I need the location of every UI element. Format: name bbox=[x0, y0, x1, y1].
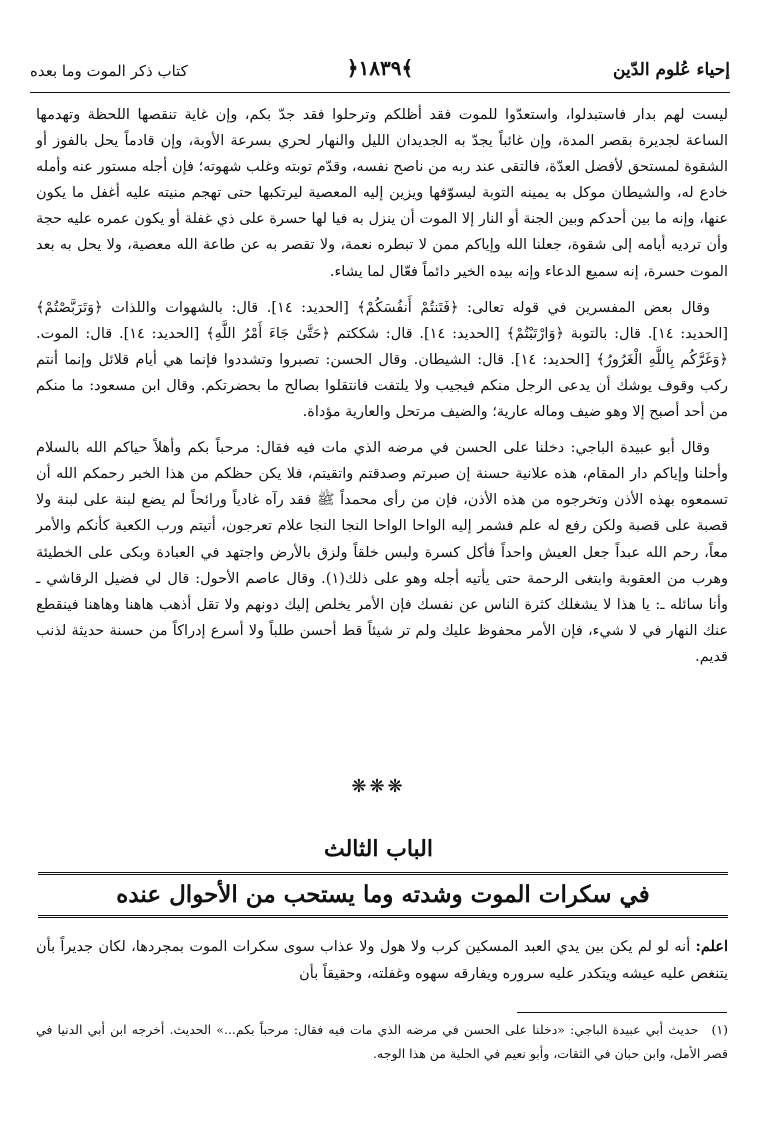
chapter-title-box: في سكرات الموت وشدته وما يستحب من الأحوال عنده bbox=[38, 872, 728, 918]
book-title: إحياء عُلوم الدّين bbox=[613, 60, 730, 80]
paragraph: وقال أبو عبيدة الباجي: دخلنا على الحسن في مرضه الذي مات فيه فقال: مرحباً بكم وأهلاً حياكم الله بالسلام وأحلنا وإياكم دار المقام، هذه علانية حسنة إن صبرتم وصدقتم واتقيتم، فلا يكن حظكم من هذا الخبر رحمكم الله أن تسمعوه بهذه الأذن وتخرجوه من هذه الأذن، فإن من رأى محمداً ﷺ فقد رآه غادياً ورائحاً لم يضع لبنة على لبنة ولا قصبة على قصبة ولكن رفع له علم فشمر إليه الواحا الواحا النجا النجا علام تعرجون، أتيتم ورب الكعبة كأنكم والأمر معاً، رحم الله عبداً جعل العيش واحداً فأكل كسرة ولبس خلقاً ولزق بالأرض واجتهد في العبادة وبكى على الخطيئة وهرب من العقوبة وابتغى الرحمة حتى يأتيه أجله وهو على ذلك(١). وقال عاصم الأحول: قال لي فضيل الرقاشي ـ وأنا سائله ـ: يا هذا لا يشغلك كثرة الناس عن نفسك فإن الأمر يخلص إليك دونهم ولا تقل أذهب هاهنا وهاهنا فينقطع عنك النهار في لا شيء، فإن الأمر محفوظ عليك ولم تر شيئاً قط أحسن طلباً ولا أسرع إدراكاً من حسنة حديثة لذنب قديم. bbox=[36, 440, 728, 665]
section-divider: ❋❋❋ bbox=[351, 776, 406, 797]
section-intro bbox=[36, 933, 728, 988]
intro-paragraph bbox=[36, 933, 728, 988]
main-text bbox=[36, 102, 728, 680]
section-heading: الباب الثالث bbox=[324, 836, 433, 862]
page-number: ﴿١٨٣٩﴾ bbox=[346, 56, 414, 80]
footnote-text: حديث أبي عبيدة الباجي: «دخلنا على الحسن في مرضه الذي مات فيه فقال: مرحباً بكم...» الحديث. أخرجه ابن أبي الدنيا في قصر الأمل، وابن حبان في الثقات، وأبو نعيم في الحلية من هذا الوجه. bbox=[36, 1022, 728, 1061]
intro-lead-word: اعلم: bbox=[695, 938, 729, 955]
footnote-number: (١) bbox=[711, 1022, 728, 1037]
footnote bbox=[36, 1018, 728, 1066]
footnote-rule bbox=[517, 1012, 727, 1013]
intro-text: أنه لو لم يكن بين يدي العبد المسكين كرب ولا هول ولا عذاب سوى سكرات الموت بمجردها، لكان جديراً بأن يتنغص عليه عيشه ويتكدر عليه سروره ويفارقه سهوه وغفلته، وحقيقاً بأن bbox=[36, 939, 728, 982]
paragraph: ليست لهم بدار فاستبدلوا، واستعدّوا للموت فقد أظلكم وترحلوا فقد جدّ بكم، وإن غاية تنقصها اللحظة وتهدمها الساعة لجديرة بقصر المدة، وإن غائباً يجدّ به الجديدان الليل والنهار لحري بسرعة الأوبة، وإن قادماً يحل بالفوز أو الشقوة لمستحق لأفضل العدّة، فالتقى عند ربه من ناصح نفسه، وقدّم توبته وغلب شهوته؛ فإن أجله مستور عنه وأمله خادع له، والشيطان موكل به يمينه التوبة ليسوّفها ويزين إليه المعصية ليرتكبها حتى تهجم منيته عليه أغفل ما يكون عنها، وإنه ما بين أحدكم وبين الجنة أو النار إلا الموت أن ينزل به فيا لها حسرة على ذي غفلة أو يكون عمره عليه حجة وأن ترديه أيامه إلى شقوة، جعلنا الله وإياكم ممن لا تبطره نعمة، ولا تقصر به عن طاعة الله معصية، ولا يحل به بعد الموت حسرة، إنه سميع الدعاء وإنه بيده الخير دائماً فعّال لما يشاء. bbox=[36, 107, 728, 280]
page-header bbox=[30, 52, 730, 93]
running-chapter-title: كتاب ذكر الموت وما بعده bbox=[30, 62, 188, 80]
paragraph: وقال بعض المفسرين في قوله تعالى: ﴿فَتَنتُمْ أَنفُسَكُمْ﴾ [الحديد: ١٤]. قال: بالشهوات واللذات ﴿وَتَرَبَّصْتُمْ﴾ [الحديد: ١٤]. قال: بالتوبة ﴿وَارْتَبْتُمْ﴾ [الحديد: ١٤]. قال: شككتم ﴿حَتَّىٰ جَاءَ أَمْرُ اللَّهِ﴾ [الحديد: ١٤]. قال: الموت. ﴿وَغَرَّكُم بِاللَّهِ الْغَرُورُ﴾ [الحديد: ١٤]. قال: الشيطان. وقال الحسن: تصبروا وتشددوا فإنما هي أيام قلائل وإنما أنتم ركب وقوف يوشك أن يدعى الرجل منكم فيجيب ولا يلتفت فانتقلوا بصالح ما بحضرتكم. وقال ابن مسعود: ما منكم من أحد أصبح إلا وهو ضيف وماله عارية؛ والضيف مرتحل والعارية مؤداة. bbox=[36, 299, 729, 421]
